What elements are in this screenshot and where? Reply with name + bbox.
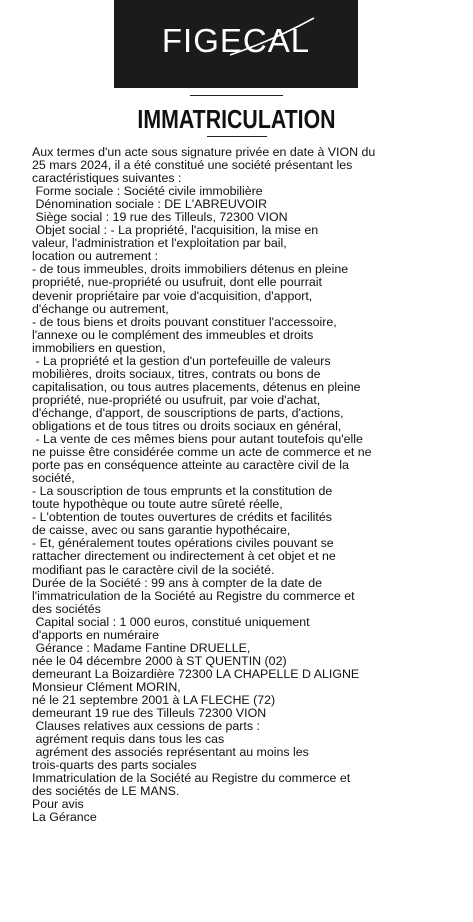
notice-line: demeurant 19 rue des Tilleuls 72300 VION (32, 706, 267, 721)
notice-line: née le 04 décembre 2000 à ST QUENTIN (02) (32, 653, 287, 668)
notice-line: 25 mars 2024, il a été constitué une société présentant les (32, 158, 353, 173)
notice-line: Capital social : 1 000 euros, constitué uniquement (32, 614, 310, 629)
notice-line: des sociétés (32, 601, 101, 616)
notice-line: agrément des associés représentant au moins les (32, 745, 309, 760)
notice-line: Aux termes d'un acte sous signature privée en date à VION du (32, 145, 376, 159)
notice-line: Dénomination sociale : DE L'ABREUVOIR (32, 197, 268, 212)
notice-line: propriété, nue-propriété ou usufruit, dont elle pourrait (32, 275, 322, 290)
logo-text: FIGECAL (161, 22, 311, 59)
notice-line: d'échange, d'apport, de souscriptions de parts, d'actions, (32, 405, 344, 420)
notice-line: d'échange ou autrement, (32, 301, 169, 316)
notice-line: agrément requis dans tous les cas (32, 732, 225, 747)
notice-line: - de tous biens et droits pouvant constituer l'accessoire, (32, 314, 337, 329)
notice-line: - Et, généralement toutes opérations civiles pouvant se (32, 536, 334, 551)
notice-line: trois-quarts des parts sociales (32, 758, 197, 773)
notice-line: obligations et de tous titres ou droits sociaux en général, (32, 418, 342, 433)
notice-heading: IMMATRICULATION (137, 104, 336, 134)
notice-line: - de tous immeubles, droits immobiliers détenus en pleine (32, 262, 349, 277)
notice-line: Durée de la Société : 99 ans à compter de la date de (32, 575, 322, 590)
notice-line: demeurant La Boizardière 72300 LA CHAPELLE D ALIGNE (32, 666, 360, 681)
notice-line: l'immatriculation de la Société au Registre du commerce et (32, 588, 355, 603)
notice-line: modifiant pas le caractère civil de la société. (32, 562, 275, 577)
notice-line: ne puisse être considérée comme un acte de commerce et ne (32, 445, 372, 460)
heading-rule-top (190, 95, 283, 96)
notice-line: Forme sociale : Société civile immobilière (32, 184, 263, 199)
notice-line: rattacher directement ou indirectement à cet objet et ne (32, 549, 336, 564)
figecal-logo (114, 0, 358, 88)
notice-line: porte pas en conséquence atteinte au caractère civil de la (32, 458, 349, 473)
notice-line: des sociétés de LE MANS. (32, 784, 180, 799)
notice-line: La Gérance (32, 810, 97, 825)
notice-line: Monsieur Clément MORIN, (32, 679, 181, 694)
notice-line: - La propriété et la gestion d'un portefeuille de valeurs (32, 353, 331, 368)
notice-line: Objet social : - La propriété, l'acquisition, la mise en (32, 223, 319, 238)
notice-line: valeur, l'administration et l'exploitation par bail, (32, 236, 287, 251)
notice-line: caractéristiques suivantes : (32, 171, 182, 186)
notice-line: propriété, nue-propriété ou usufruit, par voie d'achat, (32, 392, 321, 407)
notice-line: d'apports en numéraire (32, 627, 160, 642)
notice-line: société, (32, 471, 75, 486)
notice-line: né le 21 septembre 2001 à LA FLECHE (72) (32, 692, 276, 707)
notice-line: Siège social : 19 rue des Tilleuls, 72300 VION (32, 210, 288, 225)
notice-line: Immatriculation de la Société au Registre du commerce et (32, 771, 351, 786)
notice-line: - La vente de ces mêmes biens pour autant toutefois qu'elle (32, 432, 363, 447)
notice-line: devenir propriétaire par voie d'acquisition, d'apport, (32, 288, 313, 303)
notice-line: Gérance : Madame Fantine DRUELLE, (32, 640, 251, 655)
notice-line: capitalisation, ou tous autres placements, détenus en pleine (32, 379, 361, 394)
notice-line: immobiliers en question, (32, 340, 166, 355)
notice-line: l'annexe ou le complément des immeubles et droits (32, 327, 314, 342)
notice-line: - L'obtention de toutes ouvertures de crédits et facilités (32, 510, 332, 525)
notice-line: de caisse, avec ou sans garantie hypothécaire, (32, 523, 291, 538)
notice-line: mobilières, droits sociaux, titres, contrats ou bons de (32, 366, 321, 381)
notice-body (32, 146, 462, 824)
notice-line: Pour avis (32, 797, 84, 812)
heading-rule-bottom (207, 136, 267, 137)
notice-line: Clauses relatives aux cessions de parts : (32, 719, 260, 734)
notice-line: location ou autrement : (32, 249, 159, 264)
notice-line: - La souscription de tous emprunts et la constitution de (32, 484, 333, 499)
notice-line: toute hypothèque ou toute autre sûreté réelle, (32, 497, 283, 512)
